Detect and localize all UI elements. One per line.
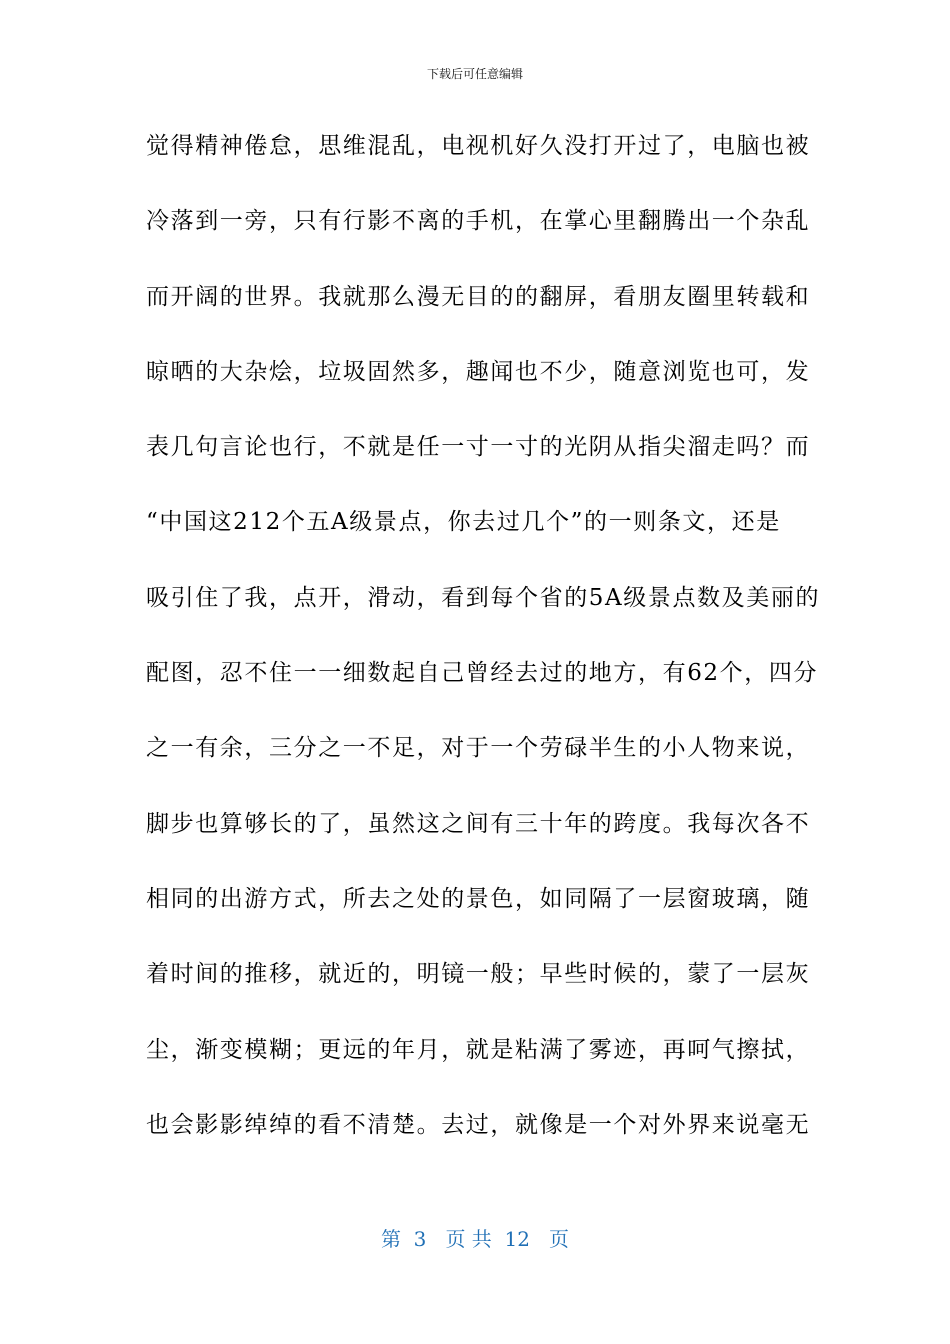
text-line: 脚步也算够长的了，虽然这之间有三十年的跨度。我每次各不 [146,810,811,837]
text-line: 吸引住了我，点开，滑动，看到每个省的5A级景点数及美丽的 [146,584,821,611]
text-line: “中国这212个五A级景点，你去过几个”的一则条文，还是 [146,509,781,536]
text-line: 着时间的推移，就近的，明镜一般；早些时候的，蒙了一层灰 [146,961,811,988]
document-body [146,120,826,1174]
page-header: 下载后可任意编辑 [426,67,523,81]
text-line: 相同的出游方式，所去之处的景色，如同隔了一层窗玻璃，随 [146,885,811,912]
text-line: 而开阔的世界。我就那么漫无目的的翻屏，看朋友圈里转载和 [146,283,811,310]
text-line: 觉得精神倦怠，思维混乱，电视机好久没打开过了，电脑也被 [146,133,811,159]
text-line: 尘，渐变模糊；更远的年月，就是粘满了雾迹，再呵气擦拭， [146,1036,811,1063]
text-line: 晾晒的大杂烩，垃圾固然多，趣闻也不少，随意浏览也可，发 [146,358,811,385]
text-line: 之一有余，三分之一不足，对于一个劳碌半生的小人物来说， [146,735,811,762]
page-footer: 第 3 页 共 12 页 [380,1227,570,1251]
text-line: 也会影影绰绰的看不清楚。去过，就像是一个对外界来说毫无 [146,1111,811,1138]
text-line: 冷落到一旁，只有行影不离的手机，在掌心里翻腾出一个杂乱 [146,208,811,235]
text-line: 表几句言论也行，不就是任一寸一寸的光阴从指尖溜走吗？而 [146,434,811,461]
text-line: 配图，忍不住一一细数起自己曾经去过的地方，有62个，四分 [146,660,819,687]
